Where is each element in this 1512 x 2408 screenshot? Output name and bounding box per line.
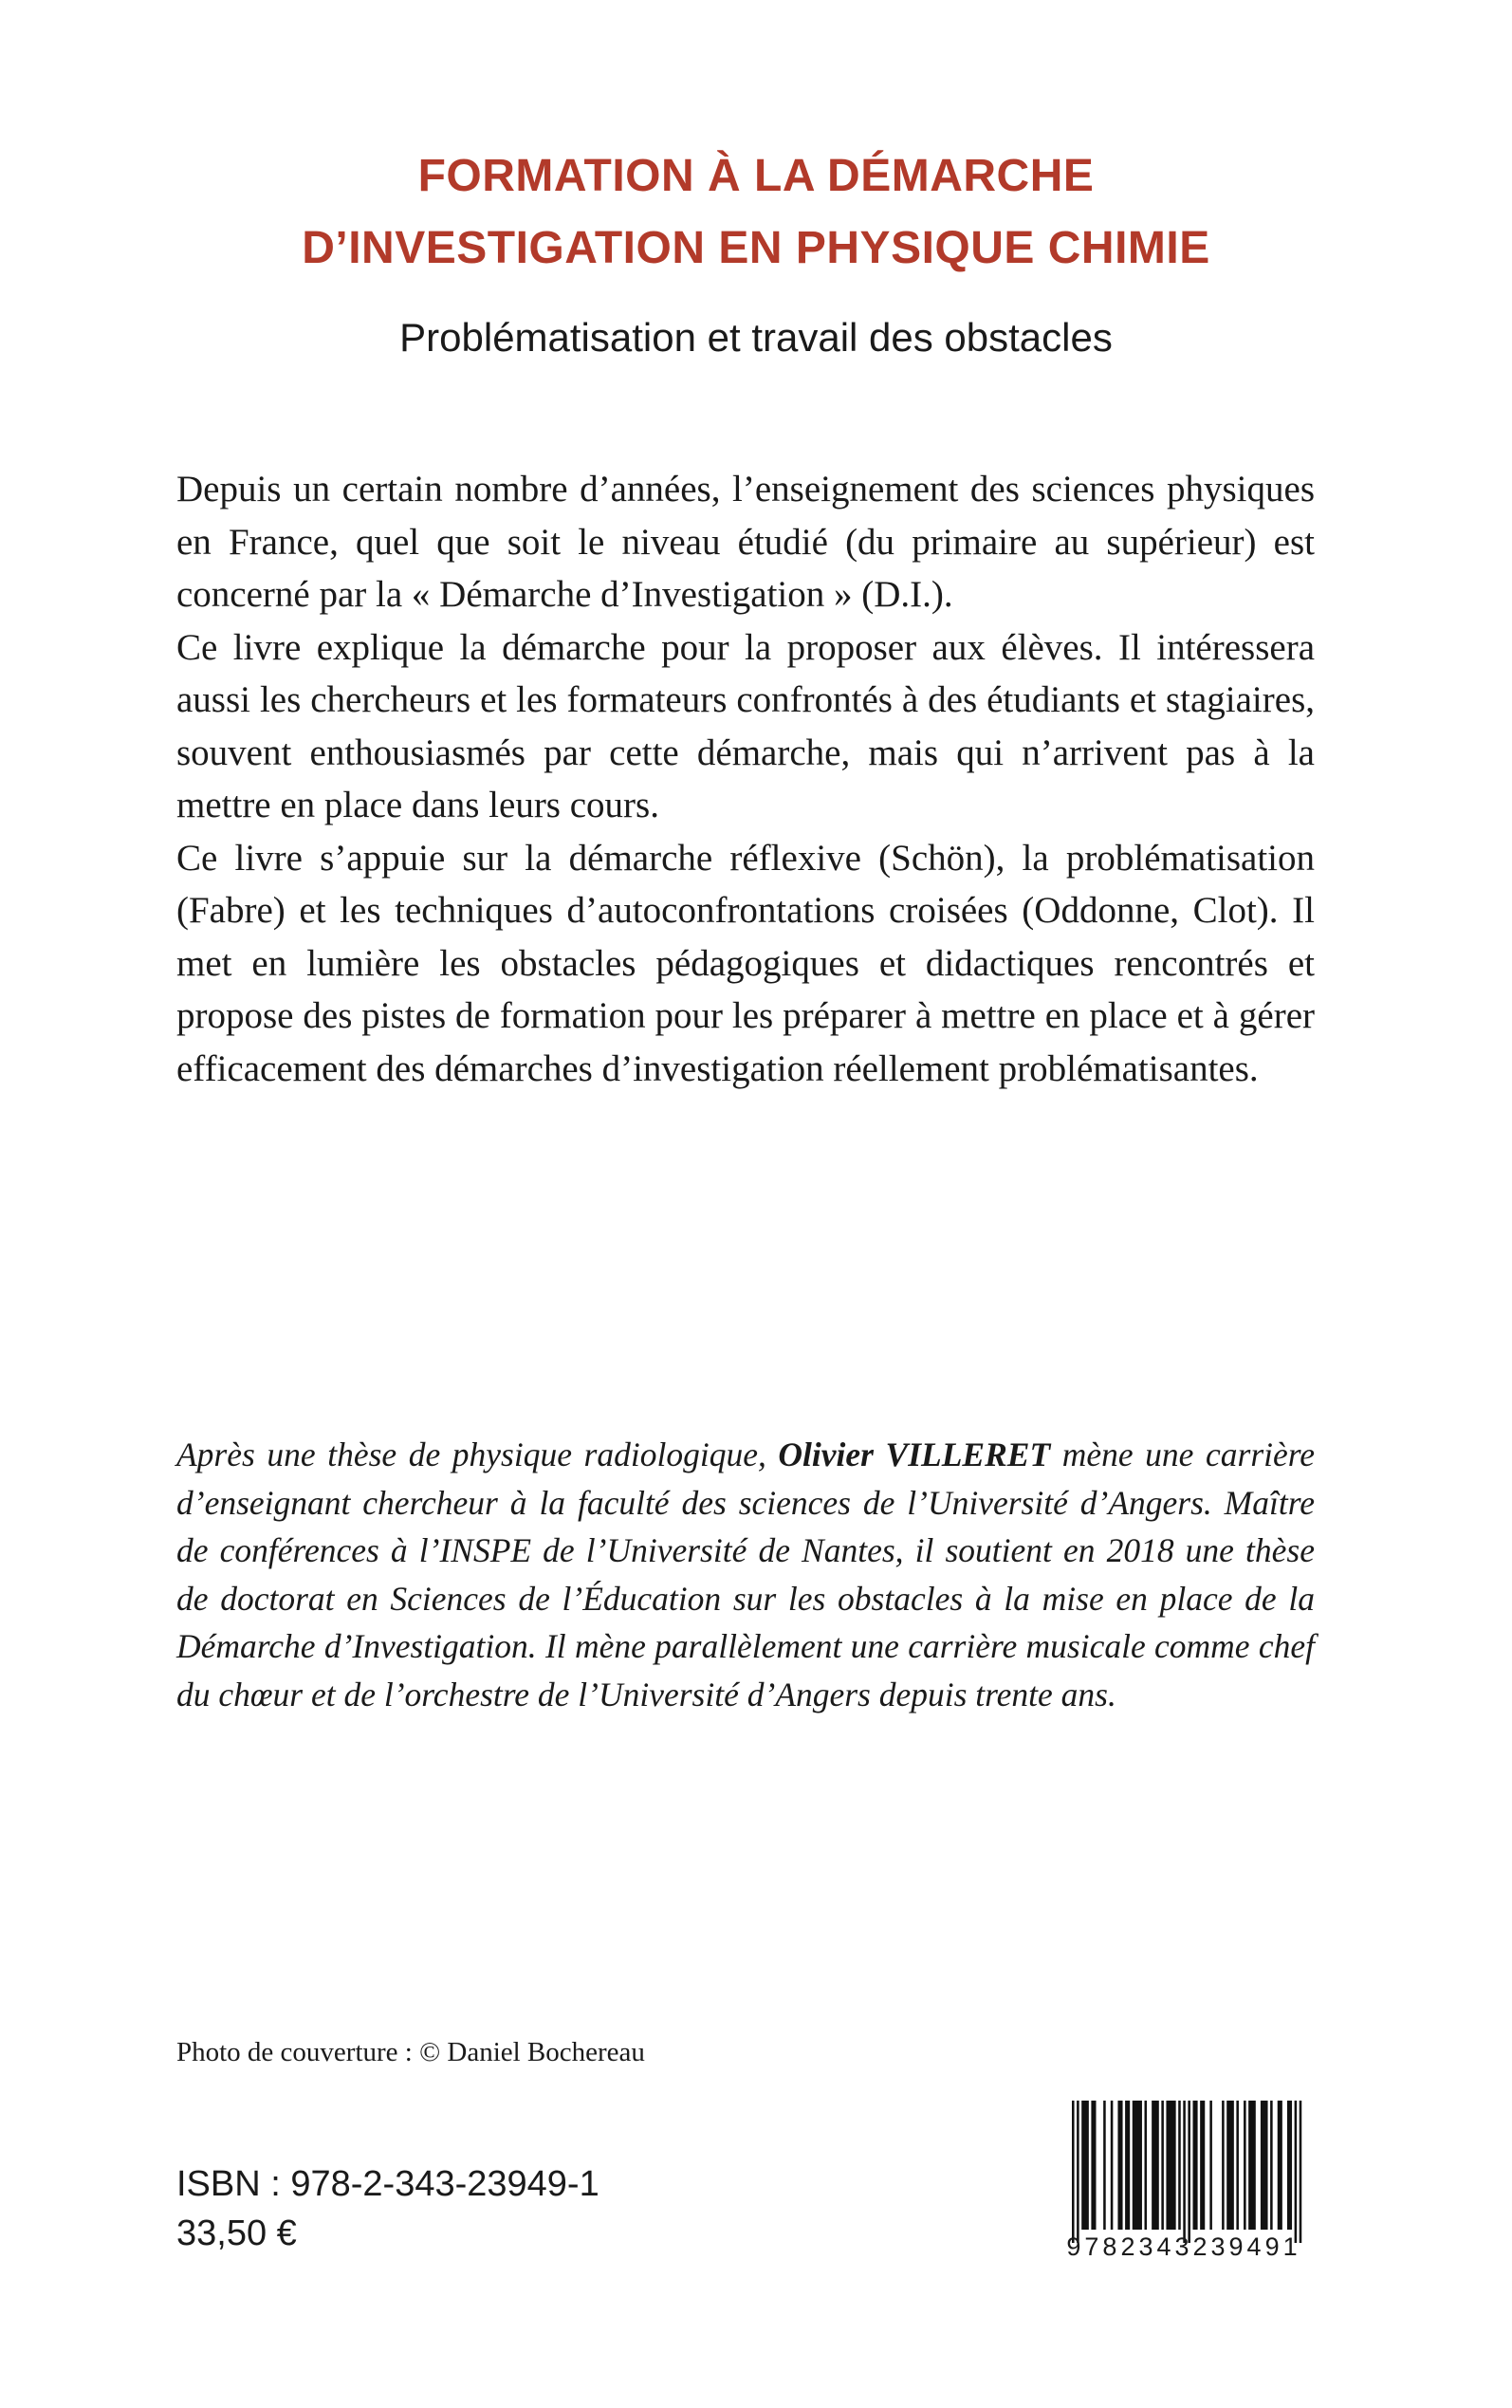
barcode-bar bbox=[1183, 2101, 1186, 2243]
barcode-digits: 9782343239491 bbox=[1066, 2232, 1301, 2261]
barcode-bar bbox=[1244, 2101, 1246, 2230]
description bbox=[176, 463, 1315, 1095]
barcode-bar bbox=[1248, 2101, 1256, 2230]
title-line-1: FORMATION À LA DÉMARCHE bbox=[417, 151, 1095, 201]
isbn: ISBN : 978-2-343-23949-1 bbox=[176, 2164, 599, 2204]
barcode-bar bbox=[1145, 2101, 1148, 2230]
barcode-bar bbox=[1193, 2101, 1198, 2230]
book-title bbox=[0, 140, 1512, 285]
barcode-bar bbox=[1125, 2101, 1130, 2230]
bio-before: Après une thèse de physique radiologique, bbox=[176, 1436, 779, 1473]
barcode-bar bbox=[1077, 2101, 1079, 2243]
author-bio-paragraph bbox=[176, 1431, 1315, 1718]
barcode-bar bbox=[1103, 2101, 1106, 2230]
price: 33,50 € bbox=[176, 2214, 297, 2253]
barcode-bar bbox=[1222, 2101, 1225, 2230]
author-name: Olivier VILLERET bbox=[778, 1436, 1051, 1473]
barcode-bar bbox=[1295, 2101, 1298, 2243]
barcode-bar bbox=[1200, 2101, 1205, 2230]
barcode-bar bbox=[1236, 2101, 1239, 2230]
barcode-bar bbox=[1072, 2101, 1075, 2243]
barcode-bar bbox=[1133, 2101, 1142, 2230]
description-paragraph-3: Ce livre s’appuie sur la démarche réflexive (Schön), la problématisation (Fabre) et les techniques d’autoconfrontations croisées (Oddonne, Clot). Il met en lumière les obstacles pédagogiques et didactiques rencontrés et propose des pistes de formation pour les préparer à mettre en place et à gérer efficacement des démarches d’investigation réellement problématisantes. bbox=[176, 837, 1315, 1089]
barcode-bar bbox=[1226, 2101, 1234, 2230]
barcode-bar bbox=[1152, 2101, 1159, 2230]
barcode-bar bbox=[1300, 2101, 1302, 2243]
barcode-bar bbox=[1111, 2101, 1114, 2230]
barcode-bar bbox=[1091, 2101, 1096, 2230]
description-paragraph-1: Depuis un certain nombre d’années, l’enseignement des sciences physiques en France, quel que soit le niveau étudié (du primaire au supérieur) est concerné par la « Démarche d’Investigation » (D.I.). bbox=[176, 469, 1315, 615]
title-line-2: D’INVESTIGATION EN PHYSIQUE CHIMIE bbox=[302, 223, 1210, 273]
description-paragraph-2: Ce livre explique la démarche pour la proposer aux élèves. Il intéressera aussi les chercheurs et les formateurs confrontés à des étudiants et stagiaires, souvent enthousiasmés par cette démarche, mais qui n’arrivent pas à la mettre en place dans leurs cours. bbox=[176, 626, 1315, 825]
barcode-bar bbox=[1178, 2101, 1181, 2230]
barcode-bar bbox=[1117, 2101, 1122, 2230]
barcode-bar bbox=[1261, 2101, 1268, 2230]
barcode-bar bbox=[1287, 2101, 1292, 2230]
barcode-bar bbox=[1081, 2101, 1089, 2230]
barcode-bar bbox=[1270, 2101, 1273, 2230]
barcode-bar bbox=[1188, 2101, 1190, 2243]
barcode-bar bbox=[1161, 2101, 1164, 2230]
photo-credit: Photo de couverture : © Daniel Bochereau bbox=[176, 2037, 645, 2067]
book-subtitle: Problématisation et travail des obstacles bbox=[399, 315, 1113, 360]
author-bio bbox=[176, 1431, 1315, 1718]
barcode-bar bbox=[1166, 2101, 1175, 2230]
barcode-bar bbox=[1209, 2101, 1212, 2230]
barcode-bar bbox=[1278, 2101, 1282, 2230]
bio-after: mène une carrière d’enseignant chercheur à la faculté des sciences de l’Université d’Angers. Maître de conférences à l’INSPE de l’Université de Nantes, il soutient en 2018 une thèse de doctorat en Sciences de l’Éducation sur les obstacles à la mise en place de la Démarche d’Investigation. Il mène parallèlement une carrière musicale comme chef du chœur et de l’orchestre de l’Université d’Angers depuis trente ans. bbox=[176, 1436, 1316, 1713]
